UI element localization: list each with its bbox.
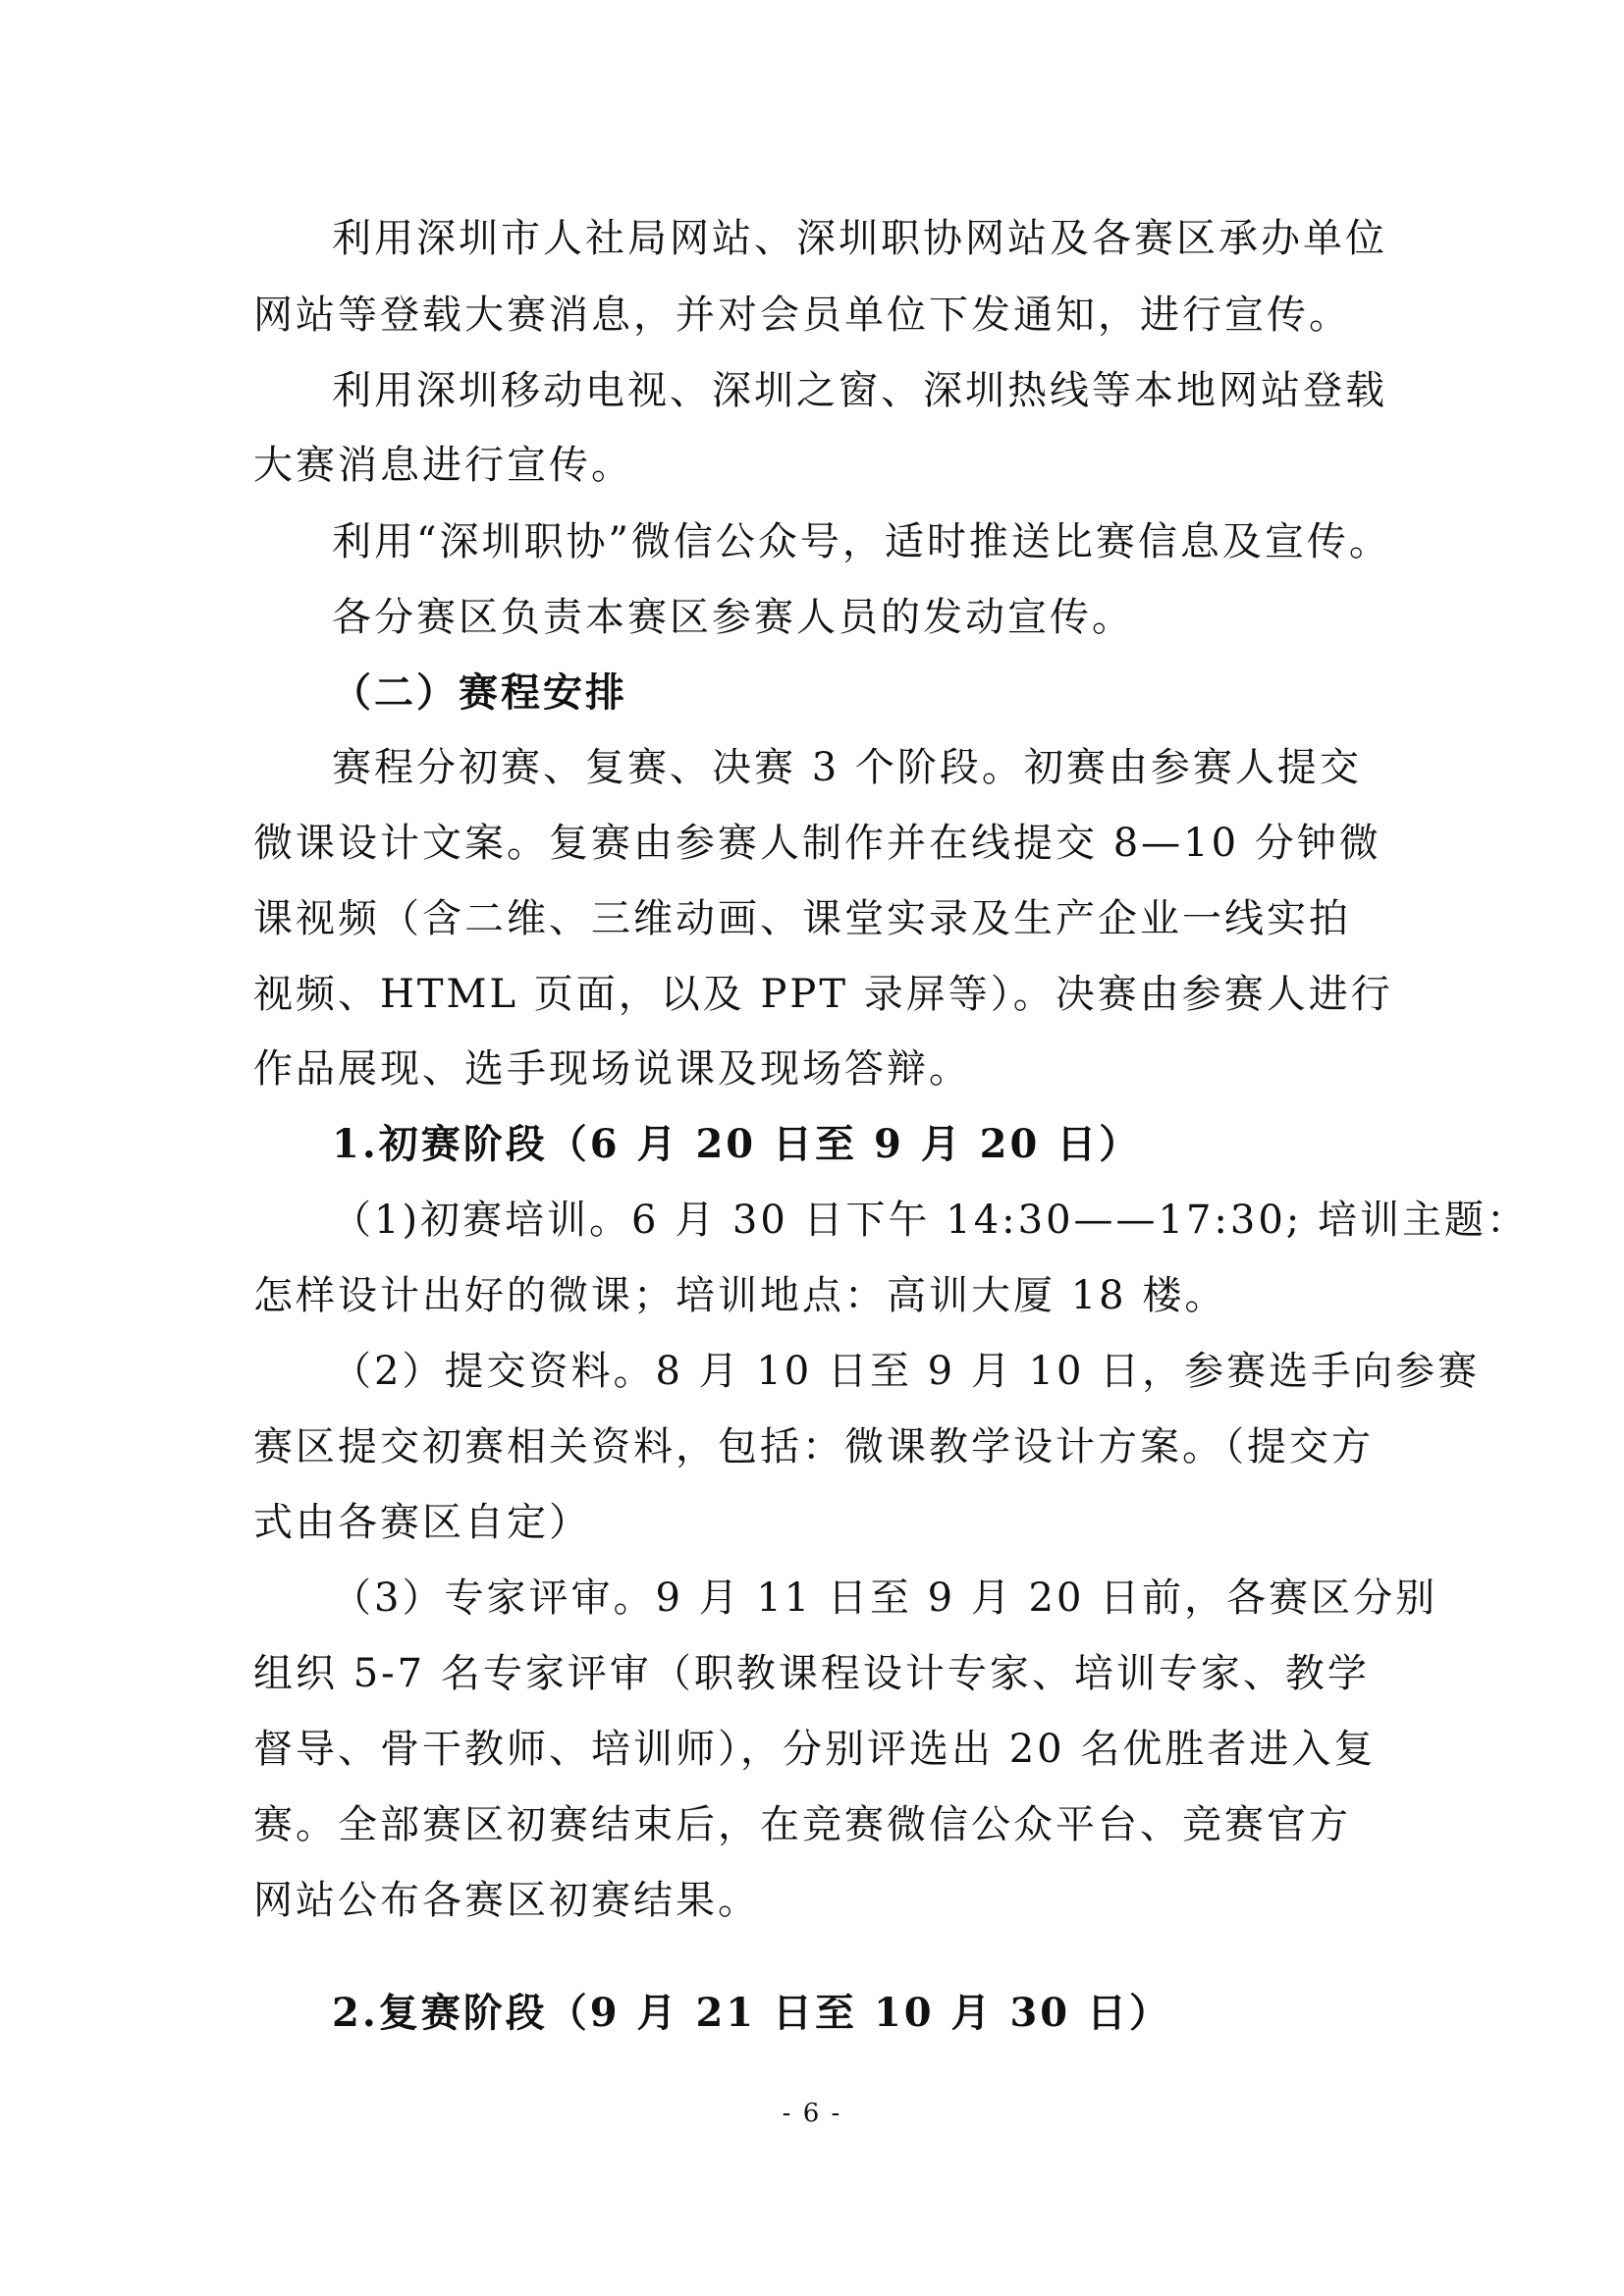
paragraph-line: 组织 5-7 名专家评审（职教课程设计专家、培训专家、教学 bbox=[253, 1651, 1370, 1696]
paragraph-line: 视频、HTML 页面，以及 PPT 录屏等）。决赛由参赛人进行 bbox=[253, 972, 1393, 1017]
paragraph-line: 利用“深圳职协”微信公众号，适时推送比赛信息及宣传。 bbox=[332, 519, 1391, 564]
paragraph-line: 各分赛区负责本赛区参赛人员的发动宣传。 bbox=[332, 595, 1134, 640]
page-number: - 6 - bbox=[782, 2099, 842, 2128]
paragraph-line: 大赛消息进行宣传。 bbox=[253, 443, 633, 488]
paragraph-line: 怎样设计出好的微课；培训地点：高训大厦 18 楼。 bbox=[253, 1273, 1227, 1318]
paragraph-line: 赛区提交初赛相关资料，包括：微课教学设计方案。（提交方 bbox=[253, 1424, 1374, 1469]
paragraph-line: （1)初赛培训。6 月 30 日下午 14:30——17:30; 培训主题： bbox=[332, 1198, 1529, 1243]
paragraph-line: 赛。全部赛区初赛结束后，在竞赛微信公众平台、竞赛官方 bbox=[253, 1802, 1351, 1847]
paragraph-line: （2）提交资料。8 月 10 日至 9 月 10 日，参赛选手向参赛 bbox=[332, 1349, 1481, 1394]
section-heading: （二）赛程安排 bbox=[332, 669, 627, 716]
paragraph-line: 赛程分初赛、复赛、决赛 3 个阶段。初赛由参赛人提交 bbox=[332, 745, 1362, 790]
paragraph-line: 微课设计文案。复赛由参赛人制作并在线提交 8—10 分钟微 bbox=[253, 821, 1381, 866]
paragraph-line: 利用深圳市人社局网站、深圳职协网站及各赛区承办单位 bbox=[332, 216, 1387, 261]
paragraph-line: 式由各赛区自定） bbox=[253, 1500, 591, 1545]
paragraph-line: 网站公布各赛区初赛结果。 bbox=[253, 1878, 760, 1923]
paragraph-line: （3）专家评审。9 月 11 日至 9 月 20 日前，各赛区分别 bbox=[332, 1575, 1438, 1621]
paragraph-line: 课视频（含二维、三维动画、课堂实录及生产企业一线实拍 bbox=[253, 896, 1351, 941]
paragraph-line: 作品展现、选手现场说课及现场答辩。 bbox=[253, 1046, 971, 1092]
paragraph-line: 利用深圳移动电视、深圳之窗、深圳热线等本地网站登载 bbox=[332, 368, 1387, 413]
paragraph-line: 督导、骨干教师、培训师），分别评选出 20 名优胜者进入复 bbox=[253, 1727, 1377, 1772]
paragraph-line: 网站等登载大赛消息，并对会员单位下发通知，进行宣传。 bbox=[253, 293, 1351, 338]
subsection-heading: 1.初赛阶段（6 月 20 日至 9 月 20 日） bbox=[332, 1121, 1142, 1167]
subsection-heading: 2.复赛阶段（9 月 21 日至 10 月 30 日） bbox=[332, 1990, 1172, 2036]
